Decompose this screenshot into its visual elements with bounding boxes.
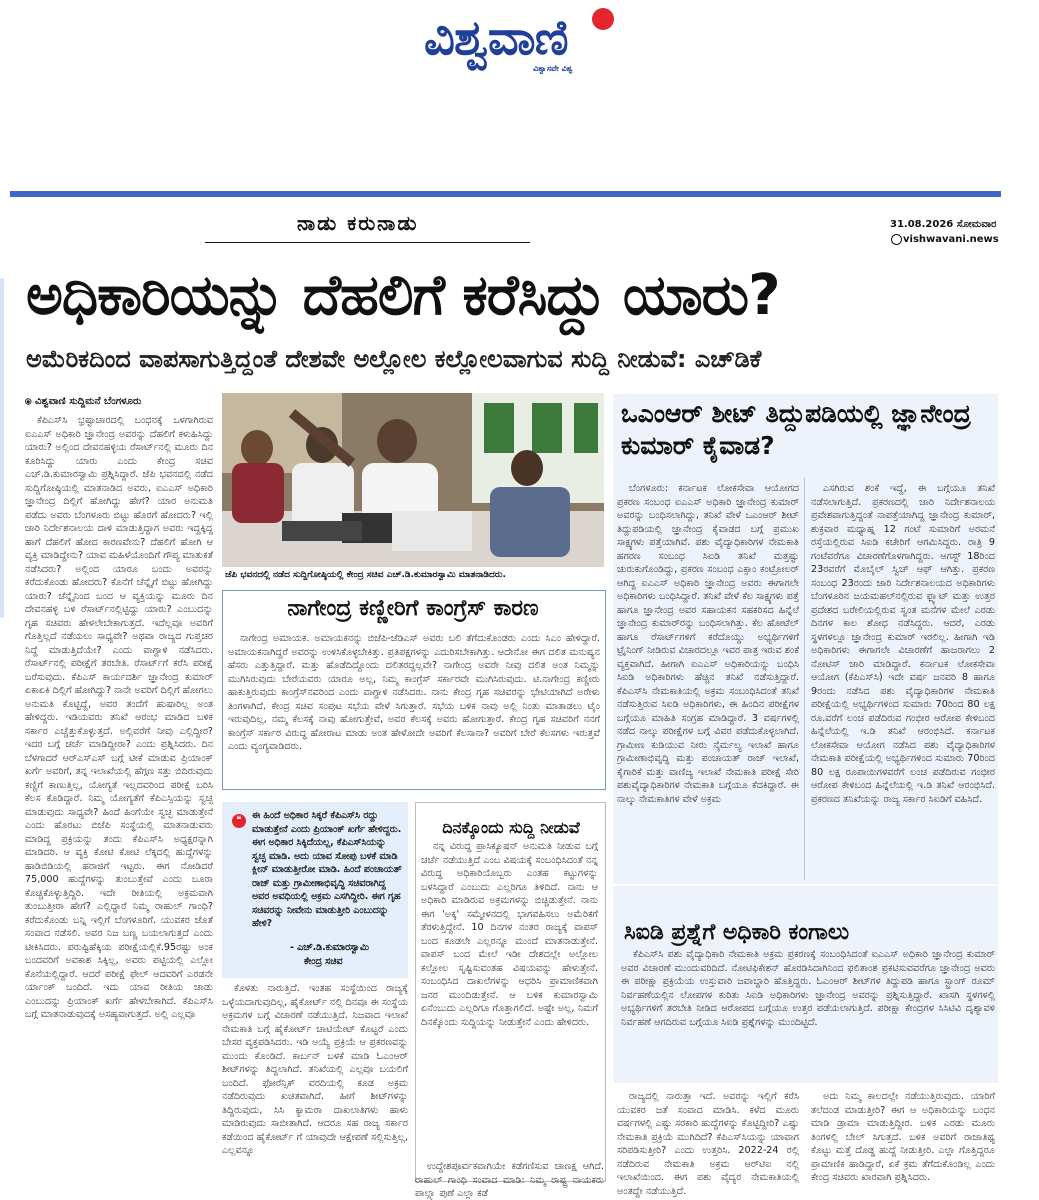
- byline-mark-icon: ⦿: [25, 396, 36, 407]
- box-text-paragraph: ನಾಗೇಂದ್ರ ಅಮಾಯಕ. ಅಮಾಯಕನನ್ನು ಬಿಜೆಪಿ-ಜೆಡಿಎಸ್ ಅವರು ಬಲಿ ತೆಗೆದುಕೊಂಡರು ಎಂದು ಸಿಎಂ ಹೇಳಿದ್ದಾರೆ. ಅಮಾಯಕನಾಗಿದ್ದರೆ ಅವರನ್ನು ಉಳಿಸಿಕೊಳ್ಳಬೇಕಿತ್ತು. ಪ್ರತಿಪಕ್ಷಗಳನ್ನು ಎದುರಿಸಬೇಕಾಗಿತ್ತು. ಆದೇನೋ ಈಗ ದಲಿತ ಮನುಷ್ಯನ ಹೆಸರು ಎತ್ತುತ್ತಿದ್ದಾರೆ. ಮತ್ತು ಹೊಡೆದಿದ್ದೊಂದು ದಲಿತರದ್ದಲ್ಲವೇ? ನಾಗೇಂದ್ರ ಅವರೇ ನೀವು ದಲಿತ ಅಂತ ನಿಮ್ಮನ್ನು ಮುಗಿಸಿರುವುದು ಬೇರೆಯವರು ಯಾರೂ ಅಲ್ಲ, ನಿಮ್ಮ ಕಾಂಗ್ರೆಸ್ ಸರ್ಕಾರವೇ ಮುಗಿಸಿರುವುದು. ಟಿ.ನಾಗೇಂದ್ರ ಕಣ್ಣೀರು ಹಾಕುತ್ತಿರುವುದು ಕಾಂಗ್ರೆಸ್‌ನವರಿಂದ ಎಂದು ವಾಗ್ದಾಳಿ ನಡೆಸಿದರು. ನಾನು ಕೇಂದ್ರ ಗೃಹ ಸಚಿವರನ್ನು ಭೇಟಿಯಾಗಿದೆ ಅರೇಳು ತಿಂಗಳಾಗಿದೆ. ಕೇಂದ್ರ ಸಚಿವ ಸಂಪುಟ ಸಭೆಯ ವೇಳೆ ಸಿಗುತ್ತಾರೆ. ಸಭೆಯ ಬಳಿಕ ನಾವು ಅಲ್ಲಿ ನಿಂತು ಮಾತಾಡಲು ಟೈಂ ಇರುವುದಿಲ್ಲ, ನಮ್ಮ ಕೆಲಸಕ್ಕೆ ನಾವು ಹೋಗುತ್ತೇವೆ, ಅವರ ಕೆಲಸಕ್ಕೆ ಅವರು ಹೋಗುತ್ತಾರೆ. ಕೇಂದ್ರ ಗೃಹ ಸಚಿವರಿಗೆ ನನಗೆ ಕಾಂಗ್ರೆಸ್ ಸರ್ಕಾರ ವಿರುದ್ಧ ಹೋರಾಟ ಮಾಡು ಅಂತ ಹೇಳೋದೇ ಅವರಿಗೆ ಕೆಲಸಾನಾ? ಅವರಿಗೆ ಬೇರೆ ಕೆಲಸಗಳು ಇರುತ್ತವೆ ಎಂದು ವ್ಯಂಗ್ಯವಾಡಿದರು.: [228, 633, 600, 752]
- logo-dot-icon: [592, 8, 614, 30]
- left-margin-bar: [0, 278, 4, 618]
- box-title-daily-news: ದಿನಕ್ಕೊಂದು ಸುದ್ದಿ ನೀಡುವೆ: [442, 818, 580, 837]
- globe-icon: [891, 234, 902, 245]
- section-title: ನಾಡು ಕರುನಾಡು: [297, 211, 419, 235]
- right-lower-column-1: [617, 1090, 799, 1200]
- box-text-nagendra: [228, 632, 600, 784]
- main-story-column-3: [415, 1160, 604, 1200]
- photo-illustration: [222, 393, 604, 567]
- cid-box-title: ಸಿಐಡಿ ಪ್ರಶ್ನೆಗೆ ಅಧಿಕಾರಿ ಕಂಗಾಲು: [624, 920, 850, 945]
- right-lower-text-2: ಅದು ನಿಮ್ಮ ಕಾಲದಲ್ಲೇ ನಡೆಯುತ್ತಿರುವುದು. ಯಾರಿಗೆ ತಲೆದಂಡ ಮಾಡುತ್ತೀರಿ? ಈಗ ಆ ಅಧಿಕಾರಿಯನ್ನು ಬಂಧನ ಮಾಡಿ ಡ್ರಾಮಾ ಮಾಡುತ್ತಿದ್ದೀರ. ಬಳಿಕ ಎರಡು ಮೂರು ತಿಂಗಳಲ್ಲಿ ಬೇಲ್ ಸಿಗುತ್ತದೆ. ಬಳಿಕ ಅವರಿಗೆ ರಾಜಾತಿಥ್ಯ ಕೊಟ್ಟು ಮತ್ತೆ ದೊಡ್ಡ ಹುದ್ದೆ ನೀಡುತ್ತೀರಿ. ಎಲ್ಲಾ ಗೊತ್ತಿದ್ದರೂ ಪ್ರಾಮಾಣಿಕ ಹಾಡಿದ್ದಾರೆ, ಏಕೆ ಕ್ರಮ ತೆಗೆದುಕೊಂಡಿಲ್ಲ ಎಂದು ಕೇಂದ್ರ ಸಚಿವರು ಖಾರವಾಗಿ ಪ್ರಶ್ನಿಸಿದರು.: [811, 1091, 995, 1183]
- main-story-column-2: [222, 982, 408, 1200]
- section-rule: [205, 242, 530, 243]
- newspaper-logo[interactable]: ವಿಶ್ವವಾಣಿ: [424, 10, 568, 66]
- cid-box-paragraph: ಕೆಪಿಎಸ್‌ಸಿ ಪಶು ವೈದ್ಯಾಧಿಕಾರಿ ನೇಮಕಾತಿ ಅಕ್ರಮ ಪ್ರಕರಣಕ್ಕೆ ಸಂಬಂಧಿಸಿದಂತೆ ಐಎಎಸ್ ಅಧಿಕಾರಿ ಜ್ಞಾನೇಂದ್ರ ಕುಮಾರ್ ಅವರ ವಿಚಾರಣೆ ಮುಂದುವರಿದಿದೆ. ನೋಟಿಫಿಕೇಶನ್ ಹೊರಡಿಸಿದಾಗಿನಿಂದ ಫಲಿತಾಂಶ ಪ್ರಕಟಿಸುವವರೆಗೂ ಜ್ಞಾನೇಂದ್ರ ಅವರು ಈ ಪರೀಕ್ಷಾ ಪ್ರಕ್ರಿಯೆಯ ಉಸ್ತುವಾರಿ ಜವಾಬ್ದಾರಿ ಹೊತ್ತಿದ್ದರು. ಓಎಂಆರ್ ಶೀಟ್‌ಗಳ ತಿದ್ದುಪಡಿ ಹಾಗೂ ಸ್ಟ್ರಾಂಗ್ ರೂಮ್ ನಿರ್ವಹಣೆಯಲ್ಲಿನ ಲೋಪಗಳ ಕುರಿತು ಸಿಐಡಿ ಅಧಿಕಾರಿಗಳು ಜ್ಞಾನೇಂದ್ರ ಅವರನ್ನು ಪ್ರಶ್ನಿಸುತ್ತಿದ್ದಾರೆ. ಖಾಸಗಿ ಸ್ಥಳಗಳಲ್ಲಿ ಅಭ್ಯರ್ಥಿಗಳಿಗೆ ತರಬೇತಿ ನೀಡಿದ ಆರೋಪದ ಬಗ್ಗೆಯೂ ಉತ್ತರ ಪಡೆಯಲಾಗುತ್ತಿದೆ. ಪರೀಕ್ಷಾ ಕೇಂದ್ರಗಳ ಸಿಸಿಟಿವಿ ದೃಶ್ಯಾವಳಿ ನಿರ್ವಹಣೆ ಆಗದಿರುವ ಬಗ್ಗೆಯೂ ಸಿಐಡಿ ಪ್ರಶ್ನೆಗಳನ್ನು ಮುಂದಿಟ್ಟಿದೆ.: [621, 949, 995, 1028]
- masthead: [0, 0, 1039, 190]
- quote-author-title: ಕೇಂದ್ರ ಸಚಿವ: [304, 956, 343, 967]
- omr-story-column-1: [617, 482, 799, 882]
- right-lower-text-1: ರಾಜ್ಯದಲ್ಲಿ ನಾರುತ್ತಾ ಇದೆ. ಅವರನ್ನು ಇಲ್ಲಿಗೆ ಕರೆಸಿ ಯುವಕರ ಜತೆ ಸಂವಾದ ಮಾಡಿಸಿ. ಕಳೆದ ಮೂರು ವರ್ಷಗಳಲ್ಲಿ ಎಷ್ಟು ಸರಕಾರಿ ಹುದ್ದೆಗಳನ್ನು ಕೊಟ್ಟಿದ್ದೀರಿ? ಎಷ್ಟು ನೇಮಕಾತಿ ಪ್ರಕ್ರಿಯೆ ಮುಗಿದಿದೆ? ಕೆಪಿಎಸ್‌ಸಿಯನ್ನು ಯಾವಾಗ ಸರಿಪಡಿಸುತ್ತೀರಿ? ಎಂದು ಉತ್ತರಿಸಿ. 2022-24 ರಲ್ಲಿ ನಡೆದಿರುವ ನೇಮಕಾತಿ ಅಕ್ರಮ ಆರ್‌ಟಿಐ ನಲ್ಲಿ ಇಲಾಖೆಯಿಂದ. ಈಗ ಪಶು ವೈದ್ಯರ ನೇಮಕಾತಿಯಲ್ಲಿ ಅಂತದ್ದೇ ನಡೆಯುತ್ತಿದೆ.: [617, 1091, 799, 1197]
- byline: [25, 396, 141, 407]
- press-conference-photo: [222, 393, 604, 567]
- omr-story-column-2: [811, 482, 995, 882]
- website-link[interactable]: vishwavani.news: [903, 234, 999, 245]
- column-divider: [804, 478, 805, 880]
- cid-box-text: [621, 948, 995, 1078]
- main-story-column-1: [25, 414, 213, 1200]
- right-lower-column-2: [811, 1090, 995, 1200]
- main-story-text-2: ಕೊಳತು ನಾರುತ್ತಿದೆ. ಇಂತಹ ಸಂಸ್ಥೆಯಿಂದ ರಾಜ್ಯಕ್ಕೆ ಒಳ್ಳೆಯದಾಗುವುದಿಲ್ಲ, ಹೈಕೋರ್ಟ್ ನಲ್ಲಿ ದಿನವೂ ಈ ಸಂಸ್ಥೆಯ ಅಕ್ರಮಗಳ ಬಗ್ಗೆ ವಿಚಾರಣೆ ನಡೆಯುತ್ತಿದೆ. ನಿಜವಾದ ಇಲಾಖೆ ನೇಮಕಾತಿ ಬಗ್ಗೆ ಹೈಕೋರ್ಟ್ ಚಾಟಿಯೇಟ್ ಕೊಟ್ಟರೆ ಎಂದು ಬೇಸರ ವ್ಯಕ್ತಪಡಿಸಿದರು. ಇಡಿ ಅಯ್ಯೆ ಪ್ರಕ್ರಿಯೆ ಆ ಪ್ರಕರಣವನ್ನು ಮುಂದು ಕೊಂಡಿದೆ. ಕಾರ್ಬನ್ ಬಳಕೆ ಮಾಡಿ ಓಎಂಆರ್ ಶೀಟ್‌ಗಳನ್ನು ತಿದ್ದಲಾಗಿದೆ. ತನಿಖೆಯಲ್ಲಿ ಎಲ್ಲವೂ ಬಯಲಿಗೆ ಬಂದಿದೆ. ಫೋರೆನ್ಸಿಕ್ ವರದಿಯಲ್ಲಿ ಕೂಡ ಅಕ್ರಮ ನಡೆದಿರುವುದು ಖಚಿತವಾಗಿದೆ. ಹೀಗೆ ಶೀಟ್‌ಗಳನ್ನು ತಿದ್ದಿರುವುದು, ಸಿಸಿ ಕ್ಯಾಮರಾ ದಾಖಲಾತಿಗಳು ಹಾಳು ಮಾಡಿರುವುದು ಸಾಬೀತಾಗಿದೆ. ಆದರೂ ಸಹ ರಾಜ್ಯ ಸರ್ಕಾರ ಕಡೆಯಿಂದ ಹೈಕೋರ್ಟ್ ಗೆ ಯಾವುದೇ ಆಕ್ಷೇಪಣೆ ಸಲ್ಲಿಸುತ್ತಿಲ್ಲ, ಎಲ್ಲವನ್ನೂ: [222, 983, 408, 1156]
- box-text-paragraph-2: ನನ್ನ ವಿರುದ್ಧ ಪ್ರಾಸಿಕ್ಯೂಷನ್ ಅನುಮತಿ ನೀಡುವ ಬಗ್ಗೆ ಚರ್ಚೆ ನಡೆಯುತ್ತಿದೆ ಎಂಬ ವಿಷಯಕ್ಕೆ ಸಂಬಂಧಿಸಿದಂತೆ ನನ್ನ ವಿರುದ್ಧ ಅಧಿಕಾರಿಯೊಬ್ಬರು ಎಂತಹ ಕಟ್ಟುಗಳನ್ನು ಬಳಸಿದ್ದಾರೆ ಎಂಬುದು ಎಲ್ಲರಿಗೂ ತಿಳಿದಿದೆ. ನಾನು ಆ ಅಧಿಕಾರಿ ಮಾಡಿರುವ ಅಕ್ರಮಗಳನ್ನು ಬಿಚ್ಚಿಡುತ್ತೇನೆ. ನಾನು ಈಗ 'ಅಕ್ಕ' ಸಮ್ಮೇಳನದಲ್ಲಿ ಭಾಗವಹಿಸಲು ಅಮೆರಿಕಗೆ ತೆರಳುತ್ತಿದ್ದೇನೆ. 10 ದಿನಗಳ ನಂತರ ರಾಜ್ಯಕ್ಕೆ ವಾಪಸ್ ಬಂದ ಕೂಡಲೇ ಎಲ್ಲರನ್ನೂ ಮುಂದೆ ಮಾತನಾಡುತ್ತೇನೆ. ವಾಪಸ್ ಬಂದ ಮೇಲೆ ಇಡೀ ದೇಶದಲ್ಲೇ ಅಲ್ಲೋಲ ಕಲ್ಲೋಲ ಸೃಷ್ಟಿಸುವಂತಹ ವಿಷಯವನ್ನು ಹೇಳುತ್ತೇನೆ. ಸಂಬಂಧಿಸಿದ ದಾಖಲೆಗಳನ್ನು ಆಧರಿಸಿ ಪ್ರಾಮಾಣಿಕವಾಗಿ ಜನರ ಮುಂದಿಡುತ್ತೇನೆ. ಆ ಬಳಿಕ ಕುಮಾರಸ್ವಾಮಿ ಏನೆಂಬುದು ಎಲ್ಲರಿಗೂ ಗೊತ್ತಾಗಲಿದೆ. ಅಷ್ಟೇ ಅಲ್ಲ, ನಿಮಗೆ ದಿನಕ್ಕೊಂದು ಸುದ್ದಿಯನ್ನು ನೀಡುತ್ತೇನೆ ಎಂದು ಹೇಳಿದರು.: [421, 841, 598, 1028]
- omr-story-headline: ಒಎಂಆರ್ ಶೀಟ್ ತಿದ್ದುಪಡಿಯಲ್ಲಿ ಜ್ಞಾನೇಂದ್ರ ಕುಮಾರ್ ಕೈವಾಡ?: [621, 399, 971, 460]
- main-headline: ಅಧಿಕಾರಿಯನ್ನು ದೆಹಲಿಗೆ ಕರೆಸಿದ್ದು ಯಾರು?: [26, 263, 780, 328]
- logo-tagline: ವಿಶ್ವಾಸವೇ ವಿಶ್ವ: [533, 64, 573, 73]
- quote-text: ಈ ಹಿಂದೆ ಅಧಿಕಾರ ಸಿಕ್ಕರೆ ಕೆಪಿಎಸ್‌ಸಿ ರದ್ದು ಮಾಡುತ್ತೇನೆ ಎಂದು ಪ್ರಿಯಾಂಕ್ ಖರ್ಗೆ ಹೇಳಿದ್ದರು. ಈಗ ಅಧಿಕಾರ ಸಿಕ್ಕಿದೆಯಲ್ಲ, ಕೆಪಿಎಸ್‌ಸಿಯನ್ನು ಸ್ವಚ್ಛ ಮಾಡಿ. ಅದು ಯಾವ ಸೋಪು ಬಳಕೆ ಮಾಡಿ ಕ್ಲೀನ್ ಮಾಡುತ್ತೀರೋ ಮಾಡಿ. ಹಿಂದೆ ಪಂಚಾಯತ್ ರಾಜ್ ಮತ್ತು ಗ್ರಾಮೀಣಾಭಿವೃದ್ಧಿ ಸಚಿವರಾಗಿದ್ದ ಅವರ ಅವಧಿಯಲ್ಲಿ ಅಕ್ರಮ ಎಸಗಿದ್ದೀರಿ. ಈಗ ಗೃಹ ಸಚಿವರನ್ನು ನೀವೇನು ಮಾಡುತ್ತೀರಿ ಎಂಬುದನ್ನು ಹೇಳಿ?: [252, 810, 402, 929]
- byline-text: ವಿಶ್ವವಾಣಿ ಸುದ್ದಿಮನೆ ಬೆಂಗಳೂರು: [35, 396, 142, 407]
- quote-icon: ❝: [232, 814, 246, 828]
- main-story-text-3: ಉದ್ದೇಶಪೂರ್ವಕವಾಗಿಯೇ ಕಡೆಗಣಿಸುವ ಚಾಣಕ್ಷ ಆಗಿದೆ. ರಾಹುಲ್ ಗಾಂಧಿ ಸಂವಾದ ಮಾಡಿ: ನಿಮ್ಮ ರಾಷ್ಟ್ರ ನಾಯಕರು ಪಾಲ್ಗ್ಯಾ ಪುಣೆ ಎಲ್ಲಾ ಕಡೆ: [415, 1161, 604, 1199]
- main-story-text: ಕೆಪಿಎಸ್‌ಸಿ ಭ್ರಷ್ಟಾಚಾರದಲ್ಲಿ ಬಂಧನಕ್ಕೆ ಒಳಗಾಗಿರುವ ಐಎಎಸ್ ಅಧಿಕಾರಿ ಜ್ಞಾನೇಂದ್ರ ಅವರನ್ನು ದೆಹಲಿಗೆ ಕಳುಹಿಸಿದ್ದು ಯಾರು? ಅಲ್ಲಿಂದ ದೇವನಹಳ್ಳಿಯ ರೆಸಾರ್ಟ್‌ನಲ್ಲಿ ಮೂರು ದಿನ ಕೂರಿಸಿದ್ದು ಯಾರು ಎಂದು ಕೇಂದ್ರ ಸಚಿವ ಎಚ್.ಡಿ.ಕುಮಾರಸ್ವಾಮಿ ಪ್ರಶ್ನಿಸಿದ್ದಾರೆ. ಜೆಪಿ ಭವನದಲ್ಲಿ ನಡೆದ ಸುದ್ದಿಗೋಷ್ಠಿಯಲ್ಲಿ ಮಾತನಾಡಿದ ಅವರು, ಐಎಎಸ್ ಅಧಿಕಾರಿ ಜ್ಞಾನೇಂದ್ರ ದಿಲ್ಲಿಗೆ ಹೋಗಿದ್ದು ಹೇಗೆ? ಯಾರ ಅನುಮತಿ ಪಡೆದು ಅವರು ಬೆಂಗಳೂರು ಬಿಟ್ಟು ಹೊರಗೆ ಹೋದರು? ಇಲ್ಲಿ ಜಾರಿ ನಿರ್ದೇಶನಾಲಯ ದಾಳಿ ಮಾಡುತ್ತಿದ್ದಾಗ ಅವರು ಇದ್ದಕ್ಕಿದ್ದ ಹಾಗೆ ದೆಹಲಿಗೆ ಹೋದ ಕಾರಣವೇನು? ದೆಹಲಿಗೆ ಹೋಗಿ ಆ ವ್ಯಕ್ತಿ ಮಾಡಿದ್ದೇನು? ಯಾವ ಮಹಿಳೆಯೊಂದಿಗೆ ಗೌಪ್ಯ ಮಾತುಕತೆ ನಡೆಸಿದರು? ಅಲ್ಲಿಂದ ಯಾರೂ ಬಂದು ಅವರನ್ನು ಕರೆದುಕೊಂಡು ಹೋದರು? ಕೊನೆಗೆ ಚೆನ್ನೈಗೆ ಬಿಟ್ಟು ಹೋಗಿದ್ದು ಯಾರು? ಚೆನ್ನೈನಿಂದ ಬಂದ ಆ ವ್ಯಕ್ತಿಯನ್ನು ಮೂರು ದಿನ ದೇವನಹಳ್ಳಿ ಬಳಿ ರೆಸಾರ್ಟ್‌ನಲ್ಲಿಟ್ಟಿದ್ದು ಯಾರು? ಎಂಬುದನ್ನು ಗೃಹ ಸಚಿವರು ಹೇಳಲೇಬೇಕಾಗುತ್ತದೆ. ಇದೆಲ್ಲವೂ ಅವರಿಗೆ ಗೊತ್ತಿಲ್ಲದೆ ನಡೆಯಲು ಸಾಧ್ಯವೇ? ಅಥವಾ ರಾಜ್ಯದ ಗುಪ್ತಚರ ನಿದ್ದೆ ಮಾಡುತ್ತಿದೆಯೇ? ಎಂದು ವಾಗ್ದಾಳಿ ನಡೆಸಿದರು. ರೆಸಾರ್ಟ್‌ನಲ್ಲಿ ಪರೀಕ್ಷೆಗೆ ತರಬೇತಿ. ರೆಸಾರ್ಟ್‌ಗೆ ಕರೆಸಿ ಪರೀಕ್ಷೆ ಬರೆಸುವುದು. ಕೆಪಿಎಸ್ ಕಾರ್ಯದರ್ಶಿ ಜ್ಞಾನೇಂದ್ರ ಕುಮಾರ್ ಏಕಾಏಕಿ ದಿಲ್ಲಿಗೆ ಹೋಗಿದ್ದು? ನಾನೇ ಅವರಿಗೆ ದಿಲ್ಲಿಗೆ ಹೋಗಲು ಅನುಮತಿ ಕೊಟ್ಟಿದ್ದೆ, ಅವರ ತಂದೆಗೆ ಹುಷಾರಿಲ್ಲ ಅಂತ ಹೇಳಿದ್ದರು. ಇಡಿಯವರು ತನಿಖೆ ಆರಂಭ ಮಾಡಿದ ಬಳಿಕ ಸರ್ಕಾರ ಎಚ್ಚೆತ್ತುಕೊಳ್ಳುತ್ತದೆ. ಅಲ್ಲಿವರೆಗೆ ನೀವು ಎಲ್ಲಿದ್ದೀರ? ಇದರ ಬಗ್ಗೆ ಚರ್ಚೆ ಮಾಡಿದ್ದೀರಾ? ಎಂದು ಪ್ರಶ್ನಿಸಿದರು. ದಿನ ಬೆಳಗಾದರೆ ಆರ್‌ಎಸ್‌ಎಸ್ ಬಗ್ಗೆ ಟೀಕೆ ಮಾಡುವ ಪ್ರಿಯಾಂಕ್ ಖರ್ಗೆ ಅವರಿಗೆ, ತನ್ನ ಇಲಾಖೆಯಲ್ಲಿ ಹೆಗ್ಗಣ ಸತ್ತು ಬಿದಿರುವುದು ಕಣ್ಣಿಗೆ ಕಾಣುತ್ತಿಲ್ಲ, ಯೋಗ್ಯತೆ ಇಲ್ಲದವರಿಂದ ಪರೀಕ್ಷೆ ಬರಿಸಿ ಕೆಲಸ ಕೊಡಿದ್ದಾರೆ. ನಿಮ್ಮ ಯೋಗ್ಯತೆಗೆ ಕೆಪಿಎಸ್ಸಿಯನ್ನು ಸ್ವಚ್ಛ ಮಾಡುವುದು ಸಾಧ್ಯವೇ? ಹಿಂದೆ ಹಿಂಗೆಯೇ ಸ್ವಚ್ಛ ಮಾಡುತ್ತೇನೆ ಎಂದು ಹೊರಟು ಬಿಜೆಪಿ ಸಂಸ್ಥೆಯಲ್ಲಿ ಮಾತನಾಡುವರು ಮಾಡಿದ್ದ ಪ್ರಕ್ರಿಯನ್ನು ತಂದು ಕೆಪಿಎಸ್‌ಸಿ ಅಧ್ಯಕ್ಷರನ್ನಾಗಿ ಮಾಡಿದರಿ. ಆ ವ್ಯಕ್ತಿ ಕೋಟಿ ಕೋಟಿ ಲೆಕ್ಕದಲ್ಲಿ ಹುದ್ದೆಗಳನ್ನು ಹಾಡಿಬಿಡಿಯಲ್ಲಿ ಹರಾಜಿಗೆ ಇಟ್ಟರು. ಈಗ ನೋಡಿದರೆ 75,000 ಹುದ್ದೆಗಳನ್ನು ತುಂಬುತ್ತೇವೆ ಎಂದು ಬೂರಾ ಕೊಚ್ಚಿಕೊಳ್ಳುತ್ತಿದ್ದಿರಿ. ಇದೇ ರೀತಿಯಲ್ಲಿ ಅಕ್ರಮವಾಗಿ ತುಂಬುತ್ತೀರಾ ಹೇಗೆ? ಎಲ್ಲಿದ್ದಾರೆ ನಿಮ್ಮ ರಾಹುಲ್ ಗಾಂಧಿ? ಕರೆದುಕೊಂಡು ಬನ್ನಿ ಇಲ್ಲಿಗೆ ಬೆಂಗಳೂರಿಗೆ. ಯುವಕರ ಜೊತೆ ಸಂವಾದ ನಡೆಸಲಿ. ಅವರ ನಿಜ ಬಣ್ಣ ಬಯಲಾಗುತ್ತದೆ ಎಂದು ಟೀಕಿಸಿದರು. ಪರುಷ್ಟಿಹೆಕ್ಕಿಯ ಪರೀಕ್ಷೆಯಲ್ಲಿಕೆ.95ರಷ್ಟು ಅಂಕ ಬಂದವರಿಗೆ ಅವಕಾಶ ಸಿಕ್ಕಿಲ್ಲ, ಅವರು ಪಟ್ಟಿಯಲ್ಲಿ ಎಲ್ಲೋ ಕೊನೆಯಲ್ಲಿದ್ದಾರೆ. ಆದರೆ ಪರೀಕ್ಷೆ ಫೇಲ್ ಆದವರಿಗೆ ಎರಡನೇ ರ್ಯಾಂಕ್ ಬಂದಿದೆ. ಇದು ಯಾವ ರೀತಿಯ ಜಾಡು ಎಂಬುದನ್ನು ಪ್ರಿಯಾಂಕ್ ಖರ್ಗೆ ಹೇಳಬೇಕಾಗಿದೆ. ಕೆಪಿಎಸ್‌ಸಿ ಬಗ್ಗೆ ಮಾತನಾಡುವುದಕ್ಕೆ ಅಸಹ್ಯವಾಗುತ್ತದೆ. ಅಲ್ಲಿ ಎಲ್ಲವೂ: [25, 415, 213, 1020]
- photo-caption: ಜೆಪಿ ಭವನದಲ್ಲಿ ನಡೆದ ಸುದ್ದಿಗೋಷ್ಠಿಯಲ್ಲಿ ಕೇಂದ್ರ ಸಚಿವ ಎಚ್.ಡಿ.ಕುಮಾರಸ್ವಾಮಿ ಮಾತನಾಡಿದರು.: [225, 570, 506, 580]
- box-title-nagendra: ನಾಗೇಂದ್ರ ಕಣ್ಣೀರಿಗೆ ಕಾಂಗ್ರೆಸ್ ಕಾರಣ: [287, 596, 539, 621]
- masthead-rule: [10, 191, 1001, 197]
- sub-headline: ಅಮೆರಿಕದಿಂದ ವಾಪಸಾಗುತ್ತಿದ್ದಂತೆ ದೇಶವೇ ಅಲ್ಲೋಲ ಕಲ್ಲೋಲವಾಗುವ ಸುದ್ದಿ ನೀಡುವೆ: ಎಚ್‌ಡಿಕೆ: [26, 345, 762, 373]
- issue-date: 31.08.2026 ಸೋಮವಾರ: [890, 219, 997, 230]
- quote-author: - ಎಚ್.ಡಿ.ಕುಮಾರಸ್ವಾಮಿ: [290, 942, 369, 953]
- omr-story-text-1: ಬೆಂಗಳೂರು: ಕರ್ನಾಟಕ ಲೋಕಸೇವಾ ಆಯೋಗದ ಪ್ರಕರಣ ಸಂಬಂಧ ಐಎಎಸ್ ಅಧಿಕಾರಿ ಜ್ಞಾನೇಂದ್ರ ಕುಮಾರ್ ಅವರನ್ನು ಬಂಧಿಸಲಾಗಿದ್ದು, ತನಿಖೆ ವೇಳೆ ಒಎಂಆರ್ ಶೀಟ್ ತಿದ್ದುಪಡಿಯಲ್ಲಿ ಜ್ಞಾನೇಂದ್ರ ಕೈವಾಡದ ಬಗ್ಗೆ ಪ್ರಮುಖ ಸಾಕ್ಷ್ಯಗಳು ಪತ್ತೆಯಾಗಿವೆ. ಪಶು ವೈದ್ಯಾಧಿಕಾರಿಗಳ ನೇಮಕಾತಿ ಹಗರಣ ಸಂಬಂಧ ಸಿಐಡಿ ತನಿಖೆ ಮತ್ತಷ್ಟು ಚುರುಕುಗೊಂಡಿದ್ದು, ಪ್ರಕರಣ ಸಂಬಂಧ ಎಕ್ಸಾಂ ಕಂಟ್ರೋಲರ್ ಆಗಿದ್ದ ಐಎಎಸ್ ಅಧಿಕಾರಿ ಜ್ಞಾನೇಂದ್ರ ಅವರು ಈಗಾಗಲೇ ಅಧಿಕಾರಿಗಳು ಬಂಧಿಸಿದ್ದಾರೆ. ತನಿಖೆ ವೇಳೆ ಕೆಲ ಸಾಕ್ಷ್ಯಗಳು ಪತ್ತೆ ಹಾಗೂ ಜ್ಞಾನೇಂದ್ರ ಅವರ ಸಹಾಯಕನ ಸಹಕರಿಸದ ಹಿನ್ನೆಲೆ ಜ್ಞಾನೇಂದ್ರ ಕುಮಾರ್‌ರನ್ನು ಬಂಧಿಸಲಾಗಿತ್ತು. ಕೆಲ ಹೋಟೆಲ್ ಹಾಗೂ ರೆಸಾರ್ಟ್‌ಗಳಿಗೆ ಕರೆದೊಯ್ದು ಅಭ್ಯರ್ಥಿಗಳಿಗೆ ಟ್ರೈನಿಂಗ್ ನೀಡಿರುವ ವಿಚಾರದಲ್ಲೂ ಇವರ ಪಾತ್ರ ಇರುವ ಶಂಕೆ ವ್ಯಕ್ತವಾಗಿದೆ. ಹೀಗಾಗಿ ಐಎಎಸ್ ಅಧಿಕಾರಿಯನ್ನು ಬಂಧಿಸಿ ಸಿಐಡಿ ಅಧಿಕಾರಿಗಳು ಹೆಚ್ಚಿನ ತನಿಖೆ ನಡೆಸುತ್ತಿದ್ದಾರೆ. ಕೆಪಿಎಸ್‌ಸಿ ನೇಮಕಾತಿಯಲ್ಲಿ ಅಕ್ರಮ ಸಂಬಂಧಿಸಿದಂತೆ ತನಿಖೆ ನಡೆಸುತ್ತಿರುವ ಸಿಐಡಿ ಅಧಿಕಾರಿಗಳು, ಈ ಹಿಂದಿನ ಪರೀಕ್ಷೆಗಳ ಬಗ್ಗೆಯೂ ಮಾಹಿತಿ ಸಂಗ್ರಹ ಮಾಡಿದ್ದಾರೆ. 3 ವರ್ಷಗಳಲ್ಲಿ ನಡೆದ ನಾಲ್ಕು ಪರೀಕ್ಷೆಗಳ ಬಗ್ಗೆ ವಿವರ ಪಡೆದುಕೊಳ್ಳಲಾಗಿದೆ. ಗ್ರಾಮೀಣ ಕುಡಿಯುವ ನೀರು ನೈರ್ಮಲ್ಯ ಇಲಾಖೆ ಹಾಗೂ ಗ್ರಾಮೀಣಾಭಿವೃದ್ಧಿ ಮತ್ತು ಪಂಚಾಯತ್ ರಾಜ್ ಇಲಾಖೆ, ಕೈಗಾರಿಕೆ ಮತ್ತು ವಾಣಿಜ್ಯ ಇಲಾಖೆ ನೇಮಕಾತಿ ಪರೀಕ್ಷೆ ಸೇರಿ ಪಶುವೈದ್ಯಾಧಿಕಾರಿಗಳ ನೇಮಕಾತಿ ಬಗ್ಗೆಯೂ ಕೆದಕಿದ್ದಾರೆ. ಈ ನಾಲ್ಕು ನೇಮಕಾತಿಗಳ ವೇಳೆ ಅಕ್ರಮ: [617, 483, 799, 805]
- omr-story-text-2: ಎಸಗಿರುವ ಶಂಕೆ ಇದ್ದೆ, ಈ ಬಗ್ಗೆಯೂ ತನಿಖೆ ನಡೆಸಲಾಗುತ್ತಿದೆ. ಪ್ರಕರಣದಲ್ಲಿ ಜಾರಿ ನಿರ್ದೇಶನಾಲಯ ಪ್ರವೇಶವಾಗುತ್ತಿದ್ದಂತೆ ನಾಪತ್ತೆಯಾಗಿದ್ದ ಜ್ಞಾನೇಂದ್ರ ಕುಮಾರ್, ಶುಕ್ರವಾರ ಮಧ್ಯಾಹ್ನ 12 ಗಂಟೆ ಸುಮಾರಿಗೆ ಅರಮನೆ ರಸ್ತೆಯಲ್ಲಿರುವ ಸಿಐಡಿ ಕಚೇರಿಗೆ ಆಗಮಿಸಿದ್ದರು. ರಾತ್ರಿ 9 ಗಂಟೆವರೆಗೂ ವಿಚಾರಣೆಗೊಳಗಾಗಿದ್ದರು. ಆಗಸ್ಟ್ 18ರಿಂದ 23ರವರೆಗೆ ಮೊಬೈಲ್ ಸ್ವಿಚ್ ಆಫ್ ಆಗಿತ್ತು. ಪ್ರಕರಣ ಸಂಬಂಧ 23ರಂದು ಜಾರಿ ನಿರ್ದೇಶನಾಲಯದ ಅಧಿಕಾರಿಗಳು ಬೆಂಗಳೂರಿನ ಜಯಮಹಲ್‌ನಲ್ಲಿರುವ ಫ್ಲ್ಯಾಟ್ ಮತ್ತು ಉತ್ತರ ಪ್ರದೇಶದ ಬರೇಲಿಯಲ್ಲಿರುವ ಸ್ವಂತ ಮನೆಗಳ ಮೇಲೆ ಎರಡು ದಿನಗಳ ಕಾಲ ಶೋಧ ನಡೆಸಿದ್ದರು. ಆದರೆ, ಎರಡು ಸ್ಥಳಗಳಲ್ಲೂ ಜ್ಞಾನೇಂದ್ರ ಕುಮಾರ್ ಇರಲಿಲ್ಲ. ಹೀಗಾಗಿ ಇಡಿ ಅಧಿಕಾರಿಗಳು ಈಗಾಗಲೇ ವಿಚಾರಣೆಗೆ ಹಾಜರಾಗಲು 2 ನೋಟಿಸ್ ಜಾರಿ ಮಾಡಿದ್ದಾರೆ. ಕರ್ನಾಟಕ ಲೋಕಸೇವಾ ಆಯೋಗ (ಕೆಪಿಎಸ್‌ಸಿ) ಇದೇ ವರ್ಷ ಜನವರಿ 8 ಹಾಗೂ 9ರಂದು ನಡೆಸಿದ ಪಶು ವೈದ್ಯಾಧಿಕಾರಿಗಳ ನೇಮಕಾತಿ ಪರೀಕ್ಷೆಯಲ್ಲಿ ಅಭ್ಯರ್ಥಿಗಳಿಂದ ಸುಮಾರು 70ರಿಂದ 80 ಲಕ್ಷ ರೂ.ವರೆಗೆ ಲಂಚ ಪಡೆದಿರುವ ಗಂಭೀರ ಆರೋಪ ಕೇಳಿಬಂದ ಹಿನ್ನೆಲೆಯಲ್ಲಿ ಇ.ಡಿ ತನಿಖೆ ಆರಂಭಿಸಿದೆ. ಕರ್ನಾಟಕ ಲೋಕಸೇವಾ ಆಯೋಗ ನಡೆಸಿದ ಪಶು ವೈದ್ಯಾಧಿಕಾರಿಗಳ ನೇಮಕಾತಿ ಪರೀಕ್ಷೆಯಲ್ಲಿ ಅಭ್ಯರ್ಥಿಗಳಿಂದ ಸುಮಾರು 70ರಿಂದ 80 ಲಕ್ಷ ರೂಪಾಯಿಗಳವರೆಗೆ ಲಂಚ ಪಡೆದಿರುವ ಗಂಭೀರ ಆರೋಪ ಕೇಳಿಬಂದ ಹಿನ್ನೆಲೆಯಲ್ಲಿ ಇ.ಡಿ ತನಿಖೆ ಆರಂಭಿಸಿದೆ. ಪ್ರಕರಣದ ತನಿಖೆಯನ್ನು ರಾಜ್ಯ ಸರ್ಕಾರ ಸಿಐಡಿಗೆ ವಹಿಸಿದೆ.: [811, 483, 995, 805]
- box-text-daily-news: [421, 840, 598, 1176]
